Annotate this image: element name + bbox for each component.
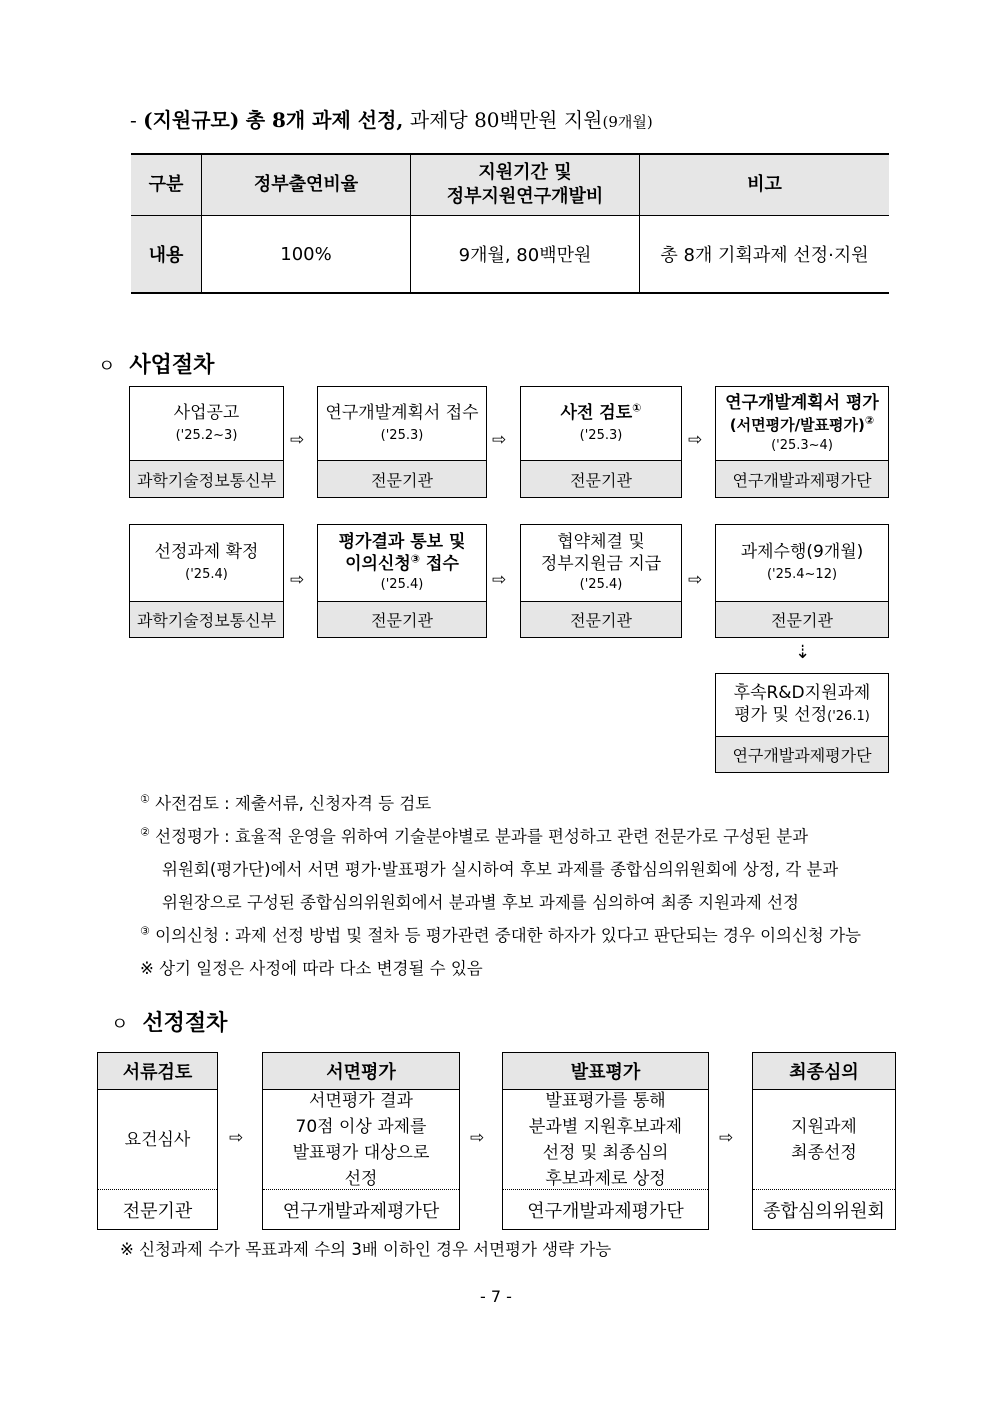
right-arrow-icon: ⇨ [290, 430, 305, 450]
step-plan-submission [317, 386, 487, 498]
step-title: 선정과제 확정 [154, 542, 259, 562]
note-text: 이의신청 : 과제 선정 방법 및 절차 등 평가관련 중대한 하자가 있다고 판단되는 경우 이의신청 가능 [155, 926, 861, 945]
stage-body-line: 후보과제로 상정 [545, 1168, 666, 1189]
stage-final-review [752, 1052, 896, 1230]
step-date: ('25.3~4) [771, 437, 833, 453]
step-title-2a: 이의신청 [345, 554, 411, 574]
step-agency: 전문기관 [716, 602, 888, 637]
support-scale-line [130, 104, 653, 133]
note-3 [140, 922, 861, 946]
step-agency: 전문기관 [318, 461, 486, 497]
step-title-2: (서면평가/발표평가) [729, 415, 865, 434]
step-title-2: 정부지원금 지급 [540, 554, 662, 574]
stage-body-line: 발표평가를 통해 [545, 1090, 666, 1111]
stage-body-line: 서면평가 결과 [309, 1090, 413, 1111]
step-title: 사전 검토 [560, 402, 633, 423]
stage-body-line: 요건심사 [124, 1129, 191, 1150]
header-period-line1: 지원기간 및 [478, 162, 572, 183]
stage-body-line: 지원과제 [791, 1116, 857, 1137]
stage-header: 서면평가 [263, 1053, 459, 1090]
step-title: 평가결과 통보 및 [338, 532, 466, 552]
step-title-2: 평가 및 선정 [734, 705, 828, 725]
stage-body-line: 선정 및 최종심의 [542, 1142, 669, 1163]
step-project-execution [715, 524, 889, 638]
note-1 [140, 790, 431, 814]
bullet-icon: ㅇ [111, 1014, 129, 1035]
step-agency: 전문기관 [318, 602, 486, 637]
header-ratio: 정부출연비율 [202, 154, 411, 216]
right-arrow-icon: ⇨ [688, 570, 703, 590]
down-arrow-icon: ⇣ [795, 642, 811, 663]
step-date: ('25.3) [579, 427, 623, 443]
step-agency: 전문기관 [521, 602, 681, 637]
stage-body [98, 1090, 217, 1190]
scale-bold-text: 총 8개 과제 선정, [245, 108, 404, 132]
section-selection-procedure [111, 1006, 227, 1037]
step-date: ('26.1) [827, 709, 870, 724]
note-text: 상기 일정은 사정에 따라 다소 변경될 수 있음 [159, 959, 483, 978]
stage-body-line: 분과별 지원후보과제 [528, 1116, 683, 1137]
scale-text: 과제당 80백만원 지원 [409, 108, 603, 132]
step-agreement [520, 524, 682, 638]
stage-footer: 전문기관 [122, 1200, 193, 1222]
scale-small: (9개월) [602, 113, 653, 131]
cell-period: 9개월, 80백만원 [411, 216, 640, 294]
section-title: 사업절차 [129, 352, 215, 378]
step-title: 연구개발계획서 접수 [325, 402, 479, 423]
step-title: 후속R&D지원과제 [733, 683, 871, 703]
stage-body-line: 발표평가 대상으로 [292, 1142, 430, 1163]
step-date: ('25.3) [380, 427, 424, 443]
right-arrow-icon: ⇨ [229, 1128, 244, 1148]
table-header-row [131, 154, 889, 216]
stage-body-line: 선정 [344, 1168, 378, 1189]
stage-body [263, 1090, 459, 1190]
stage-header: 발표평가 [503, 1053, 708, 1090]
cell-ratio: 100% [202, 216, 411, 294]
section-business-procedure [98, 348, 214, 379]
right-arrow-icon: ⇨ [492, 570, 507, 590]
note-mark: ② [140, 825, 150, 839]
note-mark: ③ [410, 552, 421, 566]
stage-footer: 연구개발과제평가단 [282, 1200, 440, 1222]
stage-header: 서류검토 [98, 1053, 217, 1090]
header-remark: 비고 [640, 154, 890, 216]
step-agency: 전문기관 [521, 461, 681, 497]
note-2 [140, 823, 808, 847]
scale-label: (지원규모) [143, 108, 240, 132]
step-confirm-selection [129, 524, 284, 638]
header-period [411, 154, 640, 216]
step-date: ('25.4) [380, 577, 424, 592]
right-arrow-icon: ⇨ [290, 570, 305, 590]
stage-header: 최종심의 [753, 1053, 895, 1090]
step-plan-evaluation [715, 386, 889, 498]
step-announcement [129, 386, 284, 498]
selection-footnote: ※ 신청과제 수가 목표과제 수의 3배 이하인 경우 서면평가 생략 가능 [120, 1240, 612, 1259]
stage-footer: 종합심의위원회 [763, 1200, 885, 1222]
section-title: 선정절차 [142, 1010, 228, 1036]
right-arrow-icon: ⇨ [492, 430, 507, 450]
stage-body-line: 70점 이상 과제를 [295, 1116, 427, 1137]
step-title: 사업공고 [173, 402, 240, 423]
step-agency: 연구개발과제평가단 [716, 461, 888, 497]
support-table [131, 153, 889, 294]
right-arrow-icon: ⇨ [470, 1128, 485, 1148]
step-result-notice [317, 524, 487, 638]
cell-remark: 총 8개 기획과제 선정·지원 [640, 216, 890, 294]
step-date: ('25.4) [579, 577, 623, 592]
stage-body [753, 1090, 895, 1190]
table-row [131, 216, 889, 294]
note-2-cont-1: 위원회(평가단)에서 서면 평가·발표평가 실시하여 후보 과제를 종합심의위원회에 상정, 각 분과 [162, 860, 839, 879]
step-follow-up [715, 673, 889, 773]
right-arrow-icon: ⇨ [688, 430, 703, 450]
note-mark: ① [140, 792, 150, 806]
note-mark: ③ [140, 924, 150, 938]
note-text: 사전검토 : 제출서류, 신청자격 등 검토 [155, 794, 432, 813]
step-title: 과제수행(9개월) [740, 542, 864, 562]
step-title: 연구개발계획서 평가 [725, 392, 879, 413]
reference-mark: ※ [140, 959, 154, 978]
step-agency: 과학기술정보통신부 [130, 461, 283, 497]
step-date: ('25.4~12) [766, 567, 838, 582]
stage-written-evaluation [262, 1052, 460, 1230]
step-date: ('25.4) [185, 567, 228, 582]
step-pre-review [520, 386, 682, 498]
note-mark: ① [632, 400, 642, 414]
stage-document-review [97, 1052, 218, 1230]
right-arrow-icon: ⇨ [719, 1128, 734, 1148]
note-text: 선정평가 : 효율적 운영을 위하여 기술분야별로 분과를 편성하고 관련 전문가로 구성된 분과 [155, 827, 809, 846]
stage-footer: 연구개발과제평가단 [527, 1200, 684, 1222]
stage-body [503, 1090, 708, 1190]
step-title: 협약체결 및 [557, 532, 645, 552]
step-title-2b: 접수 [426, 554, 459, 574]
note-mark: ② [864, 413, 875, 427]
header-period-line2: 정부지원연구개발비 [446, 186, 604, 207]
step-agency: 과학기술정보통신부 [130, 602, 283, 637]
stage-presentation-evaluation [502, 1052, 709, 1230]
page-number: - 7 - [480, 1287, 512, 1306]
step-agency: 연구개발과제평가단 [716, 737, 888, 772]
row-label: 내용 [131, 216, 202, 294]
dash: - [130, 108, 137, 132]
note-4 [140, 955, 483, 979]
note-2-cont-2: 위원장으로 구성된 종합심의위원회에서 분과별 후보 과제를 심의하여 최종 지원과제 선정 [162, 893, 799, 912]
stage-body-line: 최종선정 [791, 1142, 857, 1163]
bullet-icon: ㅇ [98, 356, 116, 377]
header-category: 구분 [131, 154, 202, 216]
step-date: ('25.2~3) [175, 427, 238, 443]
